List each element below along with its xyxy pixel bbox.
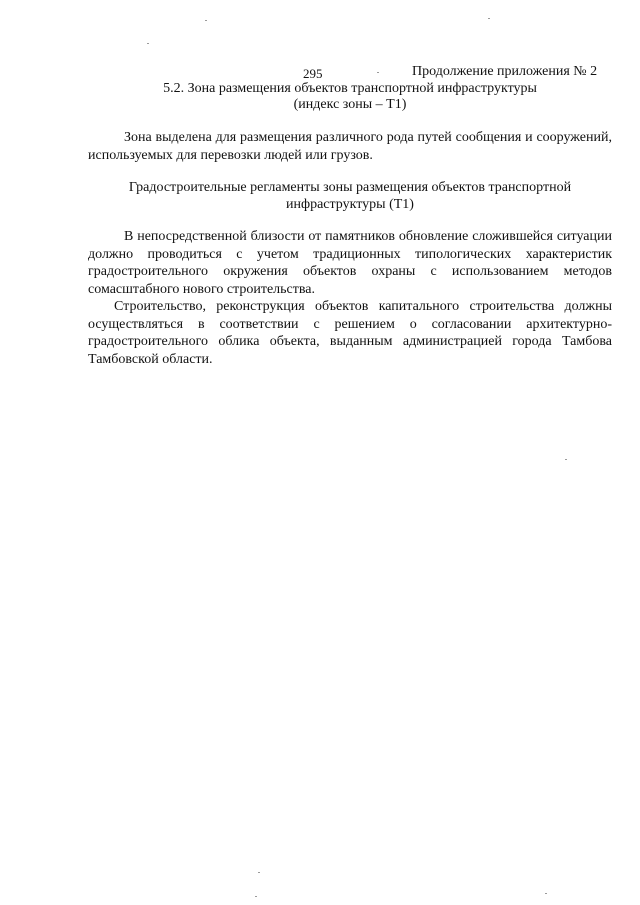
zone-description: Зона выделена для размещения различного рода путей сообщения и сооружений, используемых для перевозки людей или грузов. bbox=[88, 130, 612, 163]
regulations-paragraph-2: Строительство, реконструкция объектов капитального строительства должны осуществляться в соответствии с решением о согласовании архитектурно-градостроительного облика объекта, выданным администрацией города Тамбова Тамбовской области. bbox=[88, 299, 612, 367]
section-title-line1: 5.2. Зона размещения объектов транспортной инфраструктуры bbox=[163, 81, 537, 96]
page-number: 295 bbox=[303, 66, 323, 81]
scan-speck bbox=[255, 896, 257, 897]
section-title-line2: (индекс зоны – Т1) bbox=[293, 97, 407, 112]
section-title bbox=[80, 81, 620, 113]
scan-speck bbox=[545, 893, 547, 894]
scan-speck bbox=[565, 459, 567, 460]
appendix-label: Продолжение приложения № 2 bbox=[412, 64, 598, 79]
scan-speck bbox=[258, 872, 260, 873]
regulations-title: Градостроительные регламенты зоны размещения объектов транспортной инфраструктуры (Т1) bbox=[128, 180, 572, 212]
scan-speck bbox=[377, 72, 379, 73]
scan-speck bbox=[147, 43, 149, 44]
scan-speck bbox=[205, 20, 207, 21]
regulations-paragraph-1: В непосредственной близости от памятников обновление сложившейся ситуации должно проводиться с учетом традиционных типологических характеристик градостроительного окружения объектов охраны с использованием методов сомасштабного нового строительства. bbox=[88, 229, 612, 297]
scan-speck bbox=[488, 18, 490, 19]
